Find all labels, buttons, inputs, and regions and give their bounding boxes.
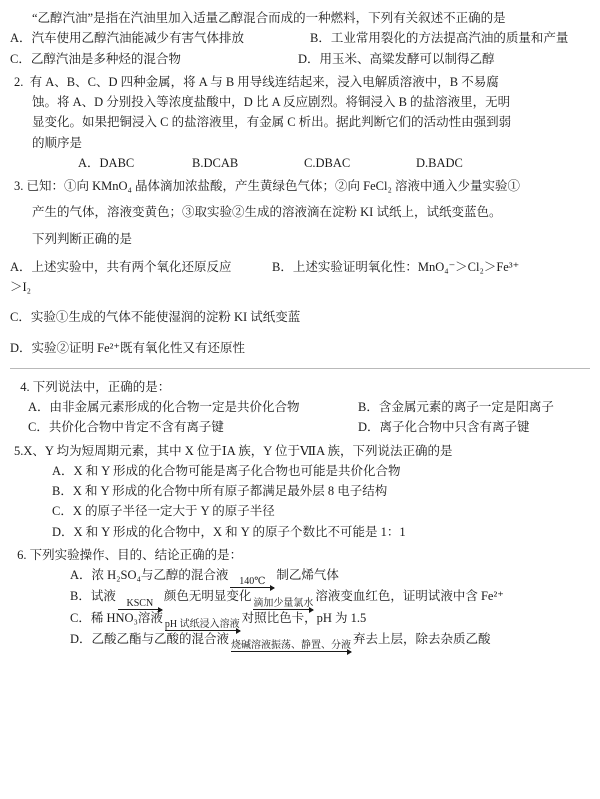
question-3 — [10, 176, 590, 358]
question-4-options-row-2 — [10, 417, 590, 437]
question-2-stem-line-1 — [10, 72, 590, 92]
question-4-number: 4. — [20, 379, 30, 394]
question-3-option-b[interactable]: B．上述实验证明氧化性：MnO₄⁻＞Cl₂＞Fe³⁺ — [272, 259, 520, 274]
question-5-option-b[interactable]: B．X 和 Y 形成的化合物中所有原子都满足最外层 8 电子结构 — [52, 484, 388, 498]
question-4-stem — [10, 377, 590, 397]
question-2-options — [10, 153, 590, 173]
question-1-options-row-1 — [10, 28, 590, 48]
question-2-stem-line-2: 蚀。将 A、D 分别投入等浓度盐酸中，D 比 A 反应剧烈。将铜浸入 B 的盐溶液里，无明 — [32, 95, 511, 109]
question-6-row-d[interactable] — [10, 629, 590, 650]
question-4-text: 下列说法中，正确的是： — [32, 379, 171, 394]
question-5-option-a[interactable]: A．X 和 Y 形成的化合物可能是离子化合物也可能是共价化合物 — [52, 463, 401, 478]
question-6-row-b-condition-1: KSCN — [126, 597, 154, 609]
question-3-option-c[interactable]: C．实验①生成的气体不能使湿润的淀粉 KI 试纸变蓝 — [10, 310, 301, 325]
question-6-row-b[interactable] — [10, 586, 590, 607]
question-4 — [10, 377, 590, 438]
question-6-row-c[interactable] — [10, 608, 590, 629]
question-2-option-d[interactable]: D.BADC — [416, 155, 463, 170]
question-5-number: 5. — [14, 443, 24, 458]
question-6-row-a-tail: 制乙烯气体 — [276, 568, 339, 582]
question-3-stem-line-1 — [10, 176, 590, 196]
question-2-number: 2. — [14, 74, 24, 89]
question-5 — [10, 441, 590, 542]
question-6-number: 6. — [17, 547, 27, 562]
question-4-option-a[interactable]: A．由非金属元素形成的化合物一定是共价化合物 — [28, 400, 300, 414]
question-4-option-c[interactable]: C．共价化合物中肯定不含有离子键 — [28, 420, 224, 435]
question-5-option-d[interactable]: D．X 和 Y 形成的化合物中，X 和 Y 的原子个数比不可能是 1：1 — [52, 524, 406, 539]
question-6-row-a-condition: 140℃ — [239, 576, 266, 588]
question-3-option-b-continued: ＞I₂ — [10, 280, 32, 294]
question-3-number: 3. — [14, 179, 24, 193]
question-6-text: 下列实验操作、目的、结论正确的是： — [29, 547, 243, 562]
question-3-option-d[interactable]: D．实验②证明 Fe²⁺既有氧化性又有还原性 — [10, 340, 245, 355]
question-6-row-b-mid: 颜色无明显变化 — [163, 589, 252, 604]
question-1-option-b[interactable]: B．工业常用裂化的方法提高汽油的质量和产量 — [310, 31, 569, 46]
question-6-row-b-tail: 溶液变血红色，证明试液中含 Fe²⁺ — [315, 589, 504, 604]
reaction-arrow-icon — [230, 577, 274, 588]
question-6-stem — [10, 545, 590, 565]
question-2-stem-line-3: 显变化。如果把铜浸入 C 的盐溶液里，有金属 C 析出。据此判断它们的活动性由强到弱 — [32, 115, 512, 130]
question-6-row-c-tail: 对照比色卡，pH 为 1.5 — [241, 610, 367, 625]
question-6-row-d-tail: 弃去上层，除去杂质乙酸 — [353, 631, 491, 646]
question-6-row-b-label: B．试液 — [70, 589, 116, 604]
question-4-option-b[interactable]: B．含金属元素的离子一定是阳离子 — [358, 400, 554, 414]
question-3-stem-line-2: 产生的气体，溶液变黄色；③取实验②生成的溶液滴在淀粉 KI 试纸上，试纸变蓝色。 — [32, 205, 502, 220]
question-6 — [10, 545, 590, 650]
question-4-option-d[interactable]: D．离子化合物中只含有离子键 — [358, 420, 530, 435]
question-2 — [10, 72, 590, 173]
question-1-options-row-2 — [10, 49, 590, 69]
question-5-text: X、Y 均为短周期元素，其中 X 位于ⅠA 族，Y 位于ⅦA 族，下列说法正确的是 — [23, 443, 453, 458]
question-4-options-row-1 — [10, 397, 590, 417]
question-2-stem-line-4: 的顺序是 — [32, 135, 83, 150]
question-6-row-b-condition-2: 滴加少量氯水 — [253, 597, 314, 609]
question-2-text-1: 有 A、B、C、D 四种金属，将 A 与 B 用导线连结起来，浸入电解质溶液中，B 不易腐 — [29, 74, 499, 89]
reaction-arrow-icon — [118, 599, 162, 610]
question-5-option-c[interactable]: C．X 的原子半径一定大于 Y 的原子半径 — [52, 504, 275, 519]
question-1 — [10, 8, 590, 69]
question-5-stem — [10, 441, 590, 461]
question-6-row-a-label: A．浓 H₂SO₄与乙醇的混合液 — [70, 568, 229, 582]
question-3-options-row-1 — [10, 257, 590, 277]
question-6-row-a[interactable] — [10, 565, 590, 586]
question-1-option-a[interactable]: A．汽车使用乙醇汽油能减少有害气体排放 — [10, 31, 245, 46]
question-3-stem-line-3: 下列判断正确的是 — [32, 231, 133, 246]
reaction-arrow-icon — [231, 641, 351, 652]
question-3-option-a[interactable]: A．上述实验中，共有两个氧化还原反应 — [10, 259, 232, 274]
question-6-row-d-label: D．乙酸乙酯与乙酸的混合液 — [70, 631, 230, 646]
question-6-row-c-label: C．稀 HNO₃溶液 — [70, 610, 163, 625]
reaction-arrow-icon — [253, 599, 313, 610]
question-3-text-1: 已知：①向 KMnO₄ 晶体滴加浓盐酸，产生黄绿色气体；②向 FeCl₂ 溶液中通入少量实验① — [26, 179, 520, 193]
question-1-option-c[interactable]: C．乙醇汽油是多种烃的混合物 — [10, 51, 181, 66]
question-1-option-d[interactable]: D．用玉米、高粱发酵可以制得乙醇 — [298, 51, 495, 66]
question-6-row-d-condition: 烧碱溶液振荡、静置、分液 — [231, 640, 352, 651]
question-6-row-c-condition: pH 试纸浸入溶液 — [164, 618, 240, 630]
question-2-option-c[interactable]: C.DBAC — [304, 155, 351, 170]
question-2-option-b[interactable]: B.DCAB — [192, 155, 239, 170]
question-1-stem: “乙醇汽油”是指在汽油里加入适量乙醇混合而成的一种燃料，下列有关叙述不正确的是 — [32, 11, 506, 25]
reaction-arrow-icon — [165, 620, 240, 631]
question-2-option-a[interactable]: A．DABC — [78, 155, 135, 170]
section-divider — [10, 368, 590, 369]
